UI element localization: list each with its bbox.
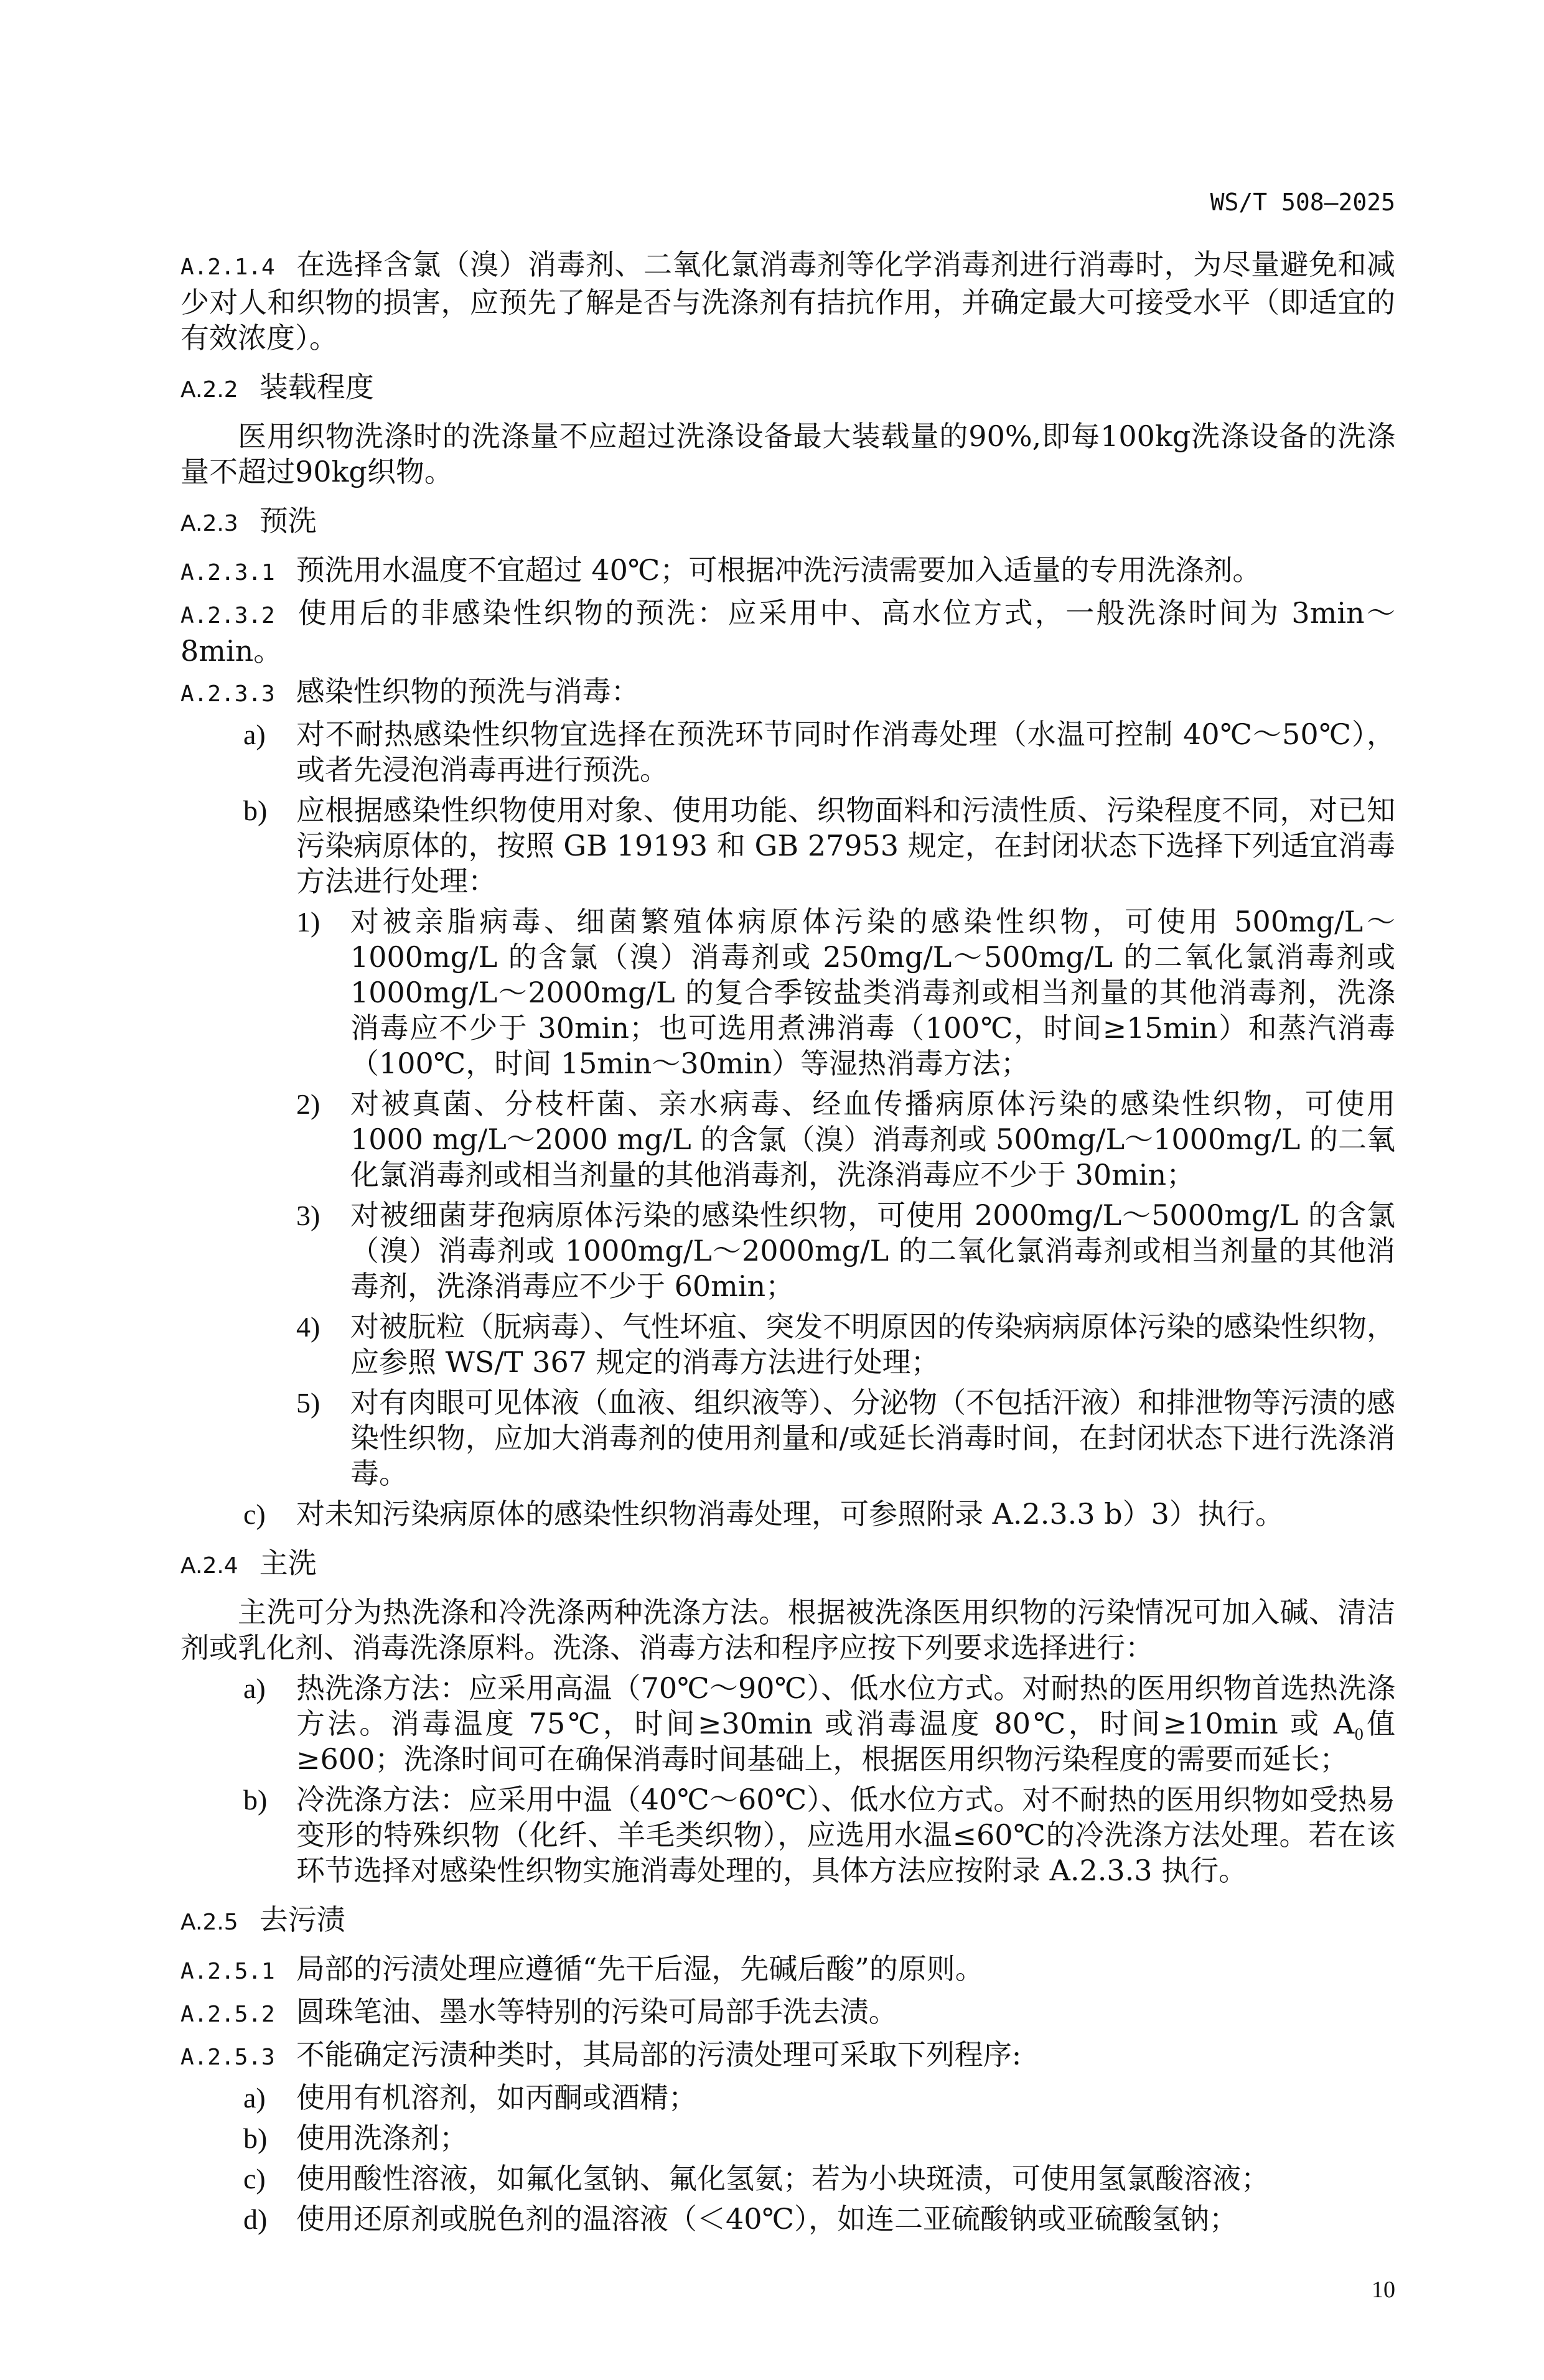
sub-list-item [296,1309,1395,1380]
sub-list-item [296,1198,1395,1304]
list-text: 对不耐热感染性织物宜选择在预洗环节同时作消毒处理（水温可控制 40℃～50℃），或者先浸泡消毒再进行预洗。 [296,717,1395,786]
list-text: 对未知污染病原体的感染性织物消毒处理，可参照附录 A.2.3.3 b）3）执行。 [296,1497,1284,1531]
subscript: 0 [1354,1726,1364,1744]
list-text: 冷洗涤方法：应采用中温（40℃～60℃）、低水位方式。对不耐热的医用织物如受热易变形的特殊织物（化纤、羊毛类织物），应选用水温≤60℃的冷洗涤方法处理。若在该环节选择对感染性织物实施消毒处理的，具体方法应按附录 A.2.3.3 执行。 [296,1783,1395,1887]
clause-a231 [180,553,1395,590]
paragraph-a22: 医用织物洗涤时的洗涤量不应超过洗涤设备最大装载量的90%,即每100kg洗涤设备的洗涤量不超过90kg织物。 [180,419,1395,488]
heading-title: 预洗 [259,504,317,538]
list-text: 使用有机溶剂，如丙酮或酒精； [296,2081,697,2114]
clause-number: A.2.3.1 [180,560,275,586]
heading-number: A.2.4 [180,1553,238,1579]
list-label: a) [243,2082,266,2114]
list-item [243,1496,1395,1532]
page-number: 10 [1372,2277,1395,2303]
clause-number: A.2.5.2 [180,2002,275,2027]
list-label: c) [243,2163,266,2195]
document-id-header: WS/T 508—2025 [1210,189,1395,216]
sub-list-item [296,1086,1395,1193]
heading-title: 去污渍 [259,1903,345,1936]
list-label: 2) [296,1088,320,1120]
clause-a253 [180,2037,1395,2075]
paragraph-a24: 主洗可分为热洗涤和冷洗涤两种洗涤方法。根据被洗涤医用织物的污染情况可加入碱、清洁剂或乳化剂、消毒洗涤原料。洗涤、消毒方法和程序应按下列要求选择进行： [180,1595,1395,1664]
heading-number: A.2.5 [180,1910,238,1935]
heading-title: 装载程度 [259,370,374,404]
heading-number: A.2.3 [180,511,238,536]
heading-a25 [180,1902,1395,1940]
clause-number: A.2.5.1 [180,1959,275,1984]
clause-text: 在选择含氯（溴）消毒剂、二氧化氯消毒剂等化学消毒剂进行消毒时，为尽量避免和减少对人和织物的损害，应预先了解是否与洗涤剂有拮抗作用，并确定最大可接受水平（即适宜的有效浓度）。 [180,248,1395,355]
list-item [243,2080,1395,2116]
list-text-part: 值≥600；洗涤时间可在确保消毒时间基础上，根据医用织物污染程度的需要而延长； [296,1707,1395,1776]
clause-text: 预洗用水温度不宜超过 40℃；可根据冲洗污渍需要加入适量的专用洗涤剂。 [296,553,1261,587]
clause-text: 使用后的非感染性织物的预洗：应采用中、高水位方式，一般洗涤时间为 3min～8min。 [180,596,1395,668]
clause-a252 [180,1994,1395,2032]
list-text: 对被亲脂病毒、细菌繁殖体病原体污染的感染性织物，可使用 500mg/L～1000mg/L 的含氯（溴）消毒剂或 250mg/L～500mg/L 的二氧化氯消毒剂或 1000mg/L～2000mg/L 的复合季铵盐类消毒剂或相当剂量的其他消毒剂，洗涤消毒应不少于 30min；也可选用煮沸消毒（100℃，时间≥15min）和蒸汽消毒（100℃，时间 15min～30min）等湿热消毒方法； [350,905,1395,1080]
heading-a24 [180,1546,1395,1584]
list-label: b) [243,795,268,826]
heading-a22 [180,370,1395,408]
list-label: 1) [296,906,320,938]
clause-a233 [180,674,1395,712]
heading-number: A.2.2 [180,377,238,403]
list-label: 5) [296,1387,320,1419]
list-text: 使用洗涤剂； [296,2121,468,2155]
heading-a23 [180,503,1395,541]
list-item [243,2161,1395,2196]
list-item [243,1671,1395,1777]
clause-number: A.2.5.3 [180,2045,275,2070]
clause-number: A.2.3.2 [180,603,275,628]
list-label: c) [243,1498,266,1530]
list-label: a) [243,719,266,750]
clause-number: A.2.3.3 [180,681,275,707]
list-text: 应根据感染性织物使用对象、使用功能、织物面料和污渍性质、污染程度不同，对已知污染病原体的，按照 GB 19193 和 GB 27953 规定，在封闭状态下选择下列适宜消毒方法进行处理： [296,793,1395,898]
clause-text: 圆珠笔油、墨水等特别的污染可局部手洗去渍。 [296,1995,897,2028]
list-text: 使用酸性溶液，如氟化氢钠、氟化氢氨；若为小块斑渍，可使用氢氯酸溶液； [296,2162,1270,2195]
sub-list-item [296,1385,1395,1491]
list-text: 对被朊粒（朊病毒）、气性坏疽、突发不明原因的传染病病原体污染的感染性织物，应参照 WS/T 367 规定的消毒方法进行处理； [350,1310,1395,1379]
list-label: b) [243,2122,268,2154]
list-text: 对被细菌芽孢病原体污染的感染性织物，可使用 2000mg/L～5000mg/L 的含氯（溴）消毒剂或 1000mg/L～2000mg/L 的二氧化氯消毒剂或相当剂量的其他消毒剂，洗涤消毒应不少于 60min； [350,1198,1395,1303]
list-label: a) [243,1673,266,1704]
list-text: 使用还原剂或脱色剂的温溶液（＜40℃），如连二亚硫酸钠或亚硫酸氢钠； [296,2202,1238,2236]
clause-text: 感染性织物的预洗与消毒： [296,674,640,708]
clause-text: 不能确定污渍种类时，其局部的污渍处理可采取下列程序: [296,2038,1022,2071]
heading-title: 主洗 [259,1546,317,1580]
list-text: 对被真菌、分枝杆菌、亲水病毒、经血传播病原体污染的感染性织物，可使用 1000 mg/L～2000 mg/L 的含氯（溴）消毒剂或 500mg/L～1000mg/L 的二氧化氯消毒剂或相当剂量的其他消毒剂，洗涤消毒应不少于 30min； [350,1087,1395,1192]
list-label: b) [243,1784,268,1816]
list-label: d) [243,2203,268,2235]
clause-a251 [180,1951,1395,1989]
clause-text: 局部的污渍处理应遵循“先干后湿，先碱后酸”的原则。 [296,1952,984,1986]
clause-a232 [180,595,1395,669]
list-text-part: 热洗涤方法：应采用高温（70℃～90℃）、低水位方式。对耐热的医用织物首选热洗涤方法。消毒温度 75℃，时间≥30min 或消毒温度 80℃，时间≥10min 或 A [296,1671,1395,1740]
sub-list-item [296,904,1395,1081]
list-text [296,1671,1395,1777]
clause-a214 [180,247,1395,356]
clause-number: A.2.1.4 [180,254,275,280]
list-text: 对有肉眼可见体液（血液、组织液等）、分泌物（不包括汗液）和排泄物等污渍的感染性织物，应加大消毒剂的使用剂量和/或延长消毒时间，在封闭状态下进行洗涤消毒。 [350,1386,1395,1490]
list-item [243,2201,1395,2237]
list-label: 4) [296,1311,320,1343]
list-item [243,2121,1395,2156]
list-item [243,717,1395,788]
list-item [243,793,1395,899]
list-item [243,1782,1395,1888]
list-label: 3) [296,1200,320,1231]
